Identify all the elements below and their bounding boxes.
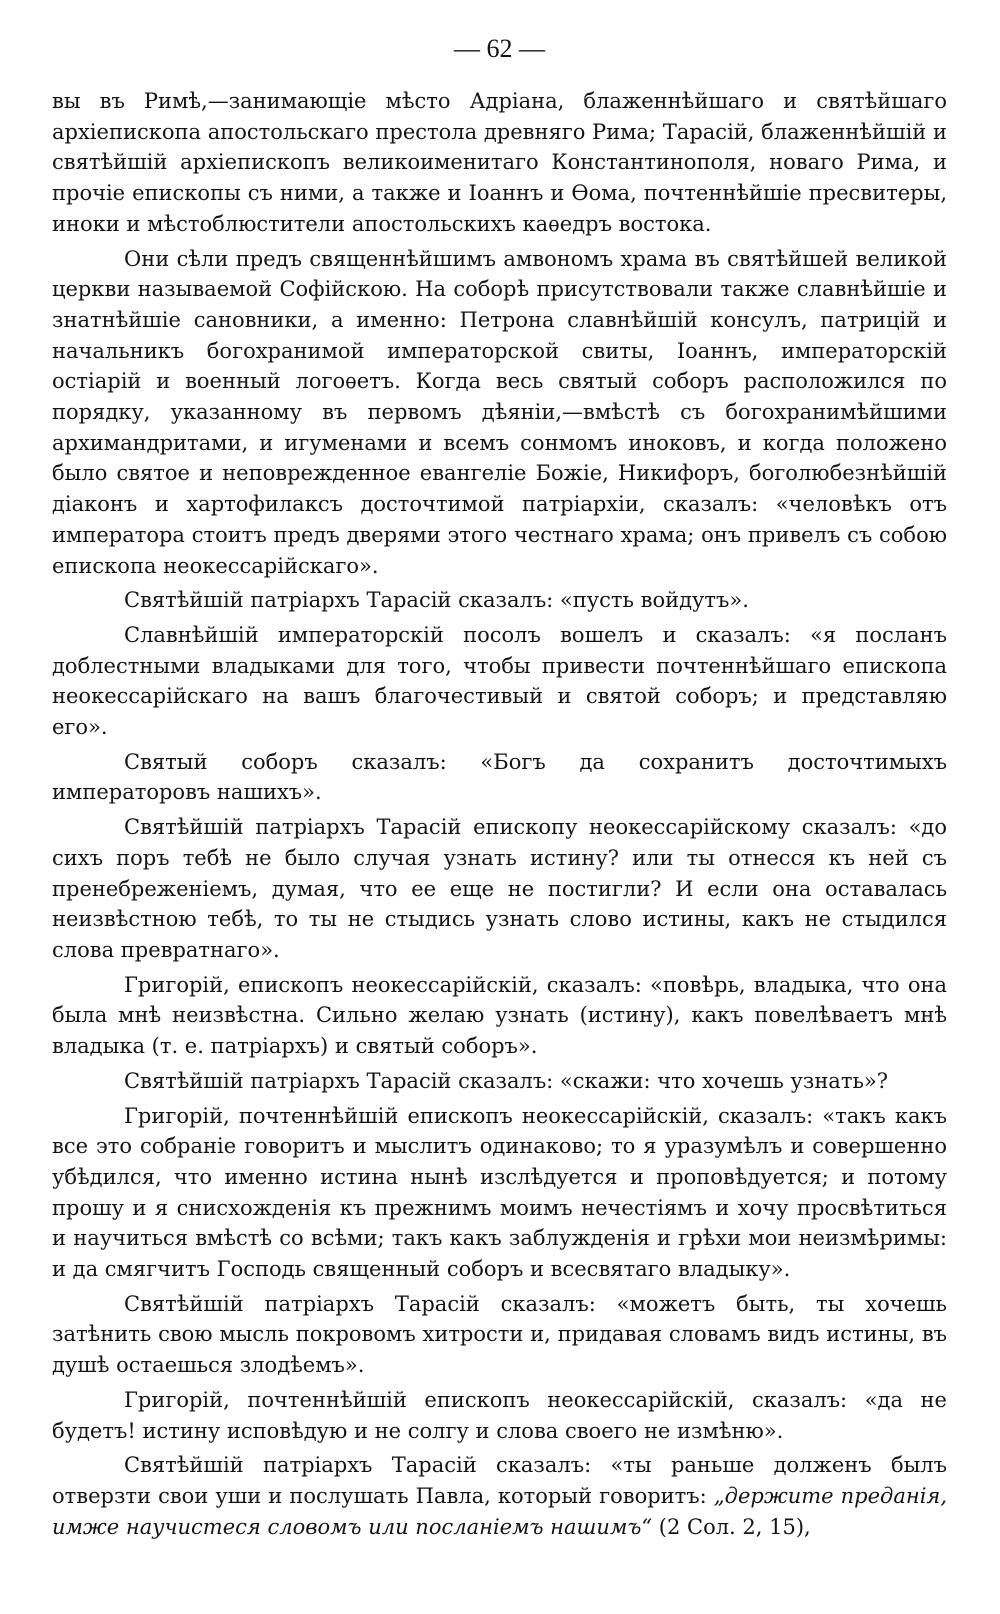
paragraph-3: Святѣйшій патріархъ Тарасій сказалъ: «пусть войдутъ». — [124, 588, 749, 613]
paragraph-5: Святый соборъ сказалъ: «Богъ да сохранитъ досточтимыхъ императоровъ нашихъ». — [52, 749, 947, 805]
paragraph-7: Григорій, епископъ неокессарійскій, сказалъ: «повѣрь, владыка, что она была мнѣ неизвѣстна. Сильно желаю узнать (истину), какъ повелѣваетъ мнѣ владыка (т. е. патріархъ) и святый соборъ». — [52, 972, 947, 1059]
paragraph-8: Святѣйшій патріархъ Тарасій сказалъ: «скажи: что хочешь узнать»? — [124, 1068, 888, 1093]
paragraph-12-lead: Святѣйшій патріархъ Тарасій сказалъ: «ты раньше долженъ былъ отверзти свои уши и послушать Павла, который говоритъ: — [52, 1453, 947, 1508]
paragraph-10: Святѣйшій патріархъ Тарасій сказалъ: «можетъ быть, ты хочешь затѣнить свою мысль покровомъ хитрости и, придавая словамъ видъ истины, въ душѣ остаешься злодѣемъ». — [52, 1291, 947, 1378]
paragraph-4: Славнѣйшій императорскій посолъ вошелъ и сказалъ: «я посланъ доблестными владыками для того, чтобы привести почтеннѣйшаго епископа неокессарійскаго на вашъ благочестивый и святой соборъ; и представляю его». — [52, 622, 947, 740]
page-number: — 62 — — [454, 34, 545, 63]
scripture-quote: „держите преданія, имже научистеся словомъ или посланіемъ нашимъ“ — [52, 1483, 947, 1539]
paragraph-11: Григорій, почтеннѣйшій епископъ неокессарійскій, сказалъ: «да не будетъ! истину исповѣдую и не солгу и слова своего не измѣню». — [52, 1387, 947, 1443]
document-page — [52, 34, 947, 1546]
paragraph-2: Они сѣли предъ священнѣйшимъ амвономъ храма въ святѣйшей великой церкви называемой Софійскою. На соборѣ присутствовали также славнѣйшіе и знатнѣйшіе сановники, а именно: Петрона славнѣйшій консулъ, патрицій и начальникъ богохранимой императорской свиты, Іоаннъ, императорскій остіарій и военный логоѳетъ. Когда весь святый соборъ расположился по порядку, указанному въ первомъ дѣяніи,—вмѣстѣ съ богохранимѣйшими архимандритами, и игуменами и всемъ сонмомъ иноковъ, и когда положено было святое и неповрежденное евангеліе Божіе, Никифоръ, боголюбезнѣйшій діаконъ и хартофилаксъ досточтимой патріархіи, сказалъ: «человѣкъ отъ императора стоитъ предъ дверями этого честнаго храма; онъ привелъ съ собою епископа неокессарійскаго». — [52, 246, 947, 578]
paragraph-1: вы въ Римѣ,—занимающіе мѣсто Адріана, блаженнѣйшаго и святѣйшаго архіепископа апостольскаго престола древняго Рима; Тарасій, блаженнѣйшій и святѣйшій архіепископъ великоименитаго Константинополя, новаго Рима, и прочіе епископы съ ними, а также и Іоаннъ и Ѳома, почтеннѣйшіе пресвитеры, иноки и мѣстоблюстители апостольскихъ каѳедръ востока. — [52, 89, 947, 236]
paragraph-6: Святѣйшій патріархъ Тарасій епископу неокессарійскому сказалъ: «до сихъ поръ тебѣ не было случая узнать истину? или ты отнесся къ ней съ пренебреженіемъ, думая, что ее еще не постигли? И если она оставалась неизвѣстною тебѣ, то ты не стыдись узнать слово истины, какъ не стыдился слова превратнаго». — [52, 815, 947, 962]
paragraph-9: Григорій, почтеннѣйшій епископъ неокессарійскій, сказалъ: «такъ какъ все это собраніе говоритъ и мыслитъ одинаково; то я уразумѣлъ и совершенно убѣдился, что именно истина нынѣ изслѣдуется и проповѣдуется; и потому прошу и я снисхожденія къ прежнимъ моимъ нечестіямъ и хочу просвѣтиться и научиться вмѣстѣ со всѣми; такъ какъ заблужденія и грѣхи мои неизмѣримы: и да смягчитъ Господь священный соборъ и всесвятаго владыку». — [52, 1103, 947, 1282]
paragraph-12 — [52, 1450, 947, 1542]
paragraph-12-reference: (2 Сол. 2, 15), — [652, 1514, 811, 1539]
